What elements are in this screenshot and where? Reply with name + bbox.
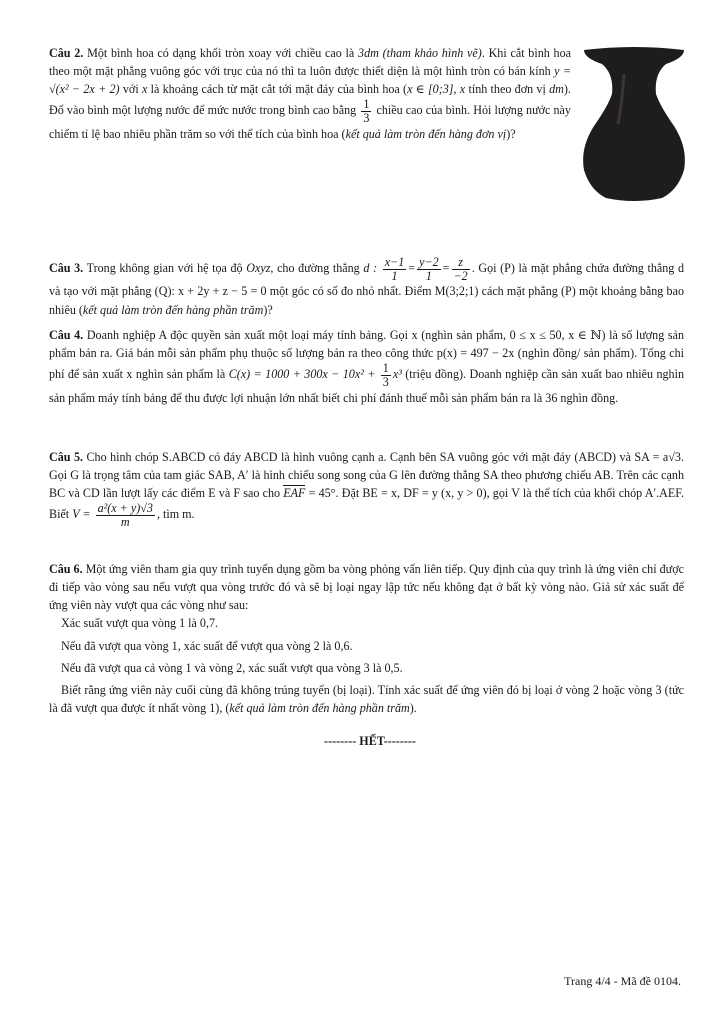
q5-v-fraction — [96, 502, 155, 528]
vase-image — [578, 44, 690, 204]
q3-text: , cho đường thẳng — [270, 260, 360, 275]
q3-text: . Gọi (P) là mặt phẳng chứa đường thẳng d và tạo với mặt phẳng (Q): x + 2y + z − 5 = 0 một góc có số đo nhỏ nhất. Điểm M(3;2;1) cách mặt phẳng (P) một khoảng bằng bao nhiêu ( — [49, 260, 684, 317]
q3-label: Câu 3. — [49, 260, 84, 275]
q6-text: Biết rằng ứng viên này cuối cùng đã không trúng tuyển (bị loại). Tính xác suất để ứng viên đó bị loại ở vòng 2 hoặc vòng 3 (tức là đã vượt qua được ít nhất vòng 1), ( — [49, 682, 684, 715]
question-5 — [49, 448, 684, 529]
question-4 — [49, 326, 684, 407]
q4-text: (triệu đồng). Doanh nghiệp cần sản xuất bao nhiêu nghìn sản phẩm máy tính bảng để thu được lợi nhuận lớn nhất biết chi phí đánh thuế mỗi sản phẩm bán ra là 36 nghìn đồng. — [49, 367, 684, 405]
q3-text: )? — [263, 302, 273, 317]
q2-text: là khoảng cách từ mặt cắt tới mặt đáy của bình hoa ( — [150, 82, 408, 97]
q2-label: Câu 2. — [49, 46, 84, 60]
q2-frac-den: 3 — [363, 111, 370, 126]
q6-prob-3: Nếu đã vượt qua cả vòng 1 và vòng 2, xác suất vượt qua vòng 3 là 0,5. — [61, 660, 403, 675]
q2-text: chiều cao của bình. Hỏi lượng nước này chiếm tỉ lệ bao nhiêu phần trăm so với thể tích của bình hoa ( — [49, 103, 571, 141]
q5-text: Cho hình chóp S.ABCD có đáy ABCD là hình vuông cạnh a. Cạnh bên SA vuông góc với mặt đáy (ABCD) và SA = a√3. Gọi G là trọng tâm của tam giác SAB, A′ là hình chiếu song song của G lên đường thẳng SA theo phương chiếu AB. Trên các cạnh BC và CD lần lượt lấy các điểm E và F sao cho — [49, 450, 684, 501]
question-3: Câu 3. Trong không gian với hệ tọa độ Oxyz, cho đường thẳng d : $\frac{x-1}{1}$ = $\frac{y-2}{1}$ = $\frac{z}{-2}$ . Gọi (P) là mặt phẳng chứa đường thẳng d và tạo với mặt phẳng (Q): x + 2y + z − 5 = 0 một góc có số đo nhỏ nhất. Điểm M(3;2;1) cách mặt phẳng (P) một khoảng bằng bao nhiêu (kết quả làm tròn đến hàng phần trăm)? — [49, 255, 684, 317]
q6-label: Câu 6. — [49, 562, 83, 576]
q4-cost-cubic: x³ — [392, 367, 402, 382]
q6-prob-1: Xác suất vượt qua vòng 1 là 0,7. — [61, 616, 219, 631]
q6-text: ). — [409, 700, 417, 715]
q2-var-x: x — [141, 82, 148, 97]
q2-fraction — [361, 98, 371, 124]
q3-frac-den: 1 — [391, 268, 398, 283]
q3-oxyz: Oxyz — [246, 260, 271, 275]
q2-text: với — [122, 82, 139, 97]
q2-text: )? — [506, 126, 516, 141]
q3-round-note: kết quả làm tròn đến hàng phần trăm — [82, 302, 264, 317]
q5-v-label: V = — [72, 507, 91, 522]
q2-unit: dm — [549, 82, 564, 97]
q2-domain: x ∈ [0;3], x — [407, 82, 466, 97]
q5-text: , tìm m. — [156, 507, 195, 522]
vase-shape — [583, 47, 685, 201]
q6-prob-2: Nếu đã vượt qua vòng 1, xác suất để vượt qua vòng 2 là 0,6. — [61, 638, 353, 653]
q2-text: tính theo đơn vị — [468, 82, 546, 97]
q3-frac-num: y−2 — [419, 255, 439, 269]
q5-text: = 45°. Đặt BE = x, DF = y (x, y > 0), gọi V là thể tích của khối chóp A′.AEF. Biết — [49, 486, 685, 522]
q5-frac-num: a²(x + y)√3 — [97, 501, 153, 516]
q4-frac-den: 3 — [382, 374, 389, 389]
q3-text: Trong không gian với hệ tọa độ — [86, 260, 243, 275]
q4-fraction — [381, 362, 391, 388]
page-footer: Trang 4/4 - Mã đề 0104. — [564, 974, 681, 988]
q3-frac-num: z — [452, 256, 470, 270]
q3-frac-den: 1 — [425, 268, 432, 283]
q5-label: Câu 5. — [49, 450, 84, 464]
q5-frac-den: m — [120, 515, 130, 530]
q6-round-note: kết quả làm tròn đến hàng phần trăm — [229, 700, 410, 715]
q2-height: 3dm — [358, 46, 379, 60]
q3-frac-1 — [383, 256, 407, 282]
q3-line-d: d : — [363, 260, 378, 275]
q6-text: Một ứng viên tham gia quy trình tuyển dụng gồm ba vòng phỏng vấn liên tiếp. Quy định của quy trình là ứng viên chỉ được đi tiếp vào vòng sau nếu vượt qua vòng trước đó và sẽ bị loại ngay lập tức nếu không đạt ở bất kỳ vòng nào. Giả sử xác suất để ứng viên này vượt qua các vòng như sau: — [49, 562, 684, 613]
q2-ref: (tham khảo hình vẽ) — [382, 46, 482, 60]
question-6 — [49, 560, 684, 717]
q4-label: Câu 4. — [49, 328, 84, 342]
end-mark: -------- HẾT-------- — [324, 734, 416, 748]
q4-text: Doanh nghiệp A độc quyền sản xuất một loại máy tính bảng. Gọi x (nghìn sản phẩm, 0 ≤ x ≤ 50, x ∈ ℕ) là số lượng sản phẩm bán ra. Giá bán mỗi sản phẩm phụ thuộc số lượng bán ra theo công thức p(x) = 497 − 2x (nghìn đồng/ sản phẩm). Tổng chi phí để sản xuất x nghìn sản phẩm là — [49, 328, 685, 382]
q2-intro: Một bình hoa có dạng khối tròn xoay với chiều cao là — [87, 46, 355, 60]
q4-cost-formula: C(x) = 1000 + 300x − 10x² + — [228, 367, 376, 382]
q2-frac-num: 1 — [363, 97, 370, 112]
q3-frac-num: x−1 — [384, 255, 405, 269]
question-2 — [49, 44, 571, 143]
q3-frac-3 — [452, 256, 470, 282]
q2-after-ref: . Khi cắt bình hoa theo một mặt phẳng vuông góc với trục của nó thì ta luôn được thiết diện là một hình tròn có bán kính — [49, 46, 571, 79]
q2-text: ). Đổ vào bình một lượng nước để mức nước trong bình cao bằng — [49, 82, 571, 118]
q2-round-note: kết quả làm tròn đến hàng đơn vị — [345, 126, 507, 141]
q3-frac-den: −2 — [453, 268, 468, 283]
q4-frac-num: 1 — [382, 361, 389, 376]
q3-frac-2 — [417, 256, 441, 282]
q2-radius-formula: y = √(x² − 2x + 2) — [49, 64, 571, 97]
q5-angle: EAF — [283, 486, 306, 501]
